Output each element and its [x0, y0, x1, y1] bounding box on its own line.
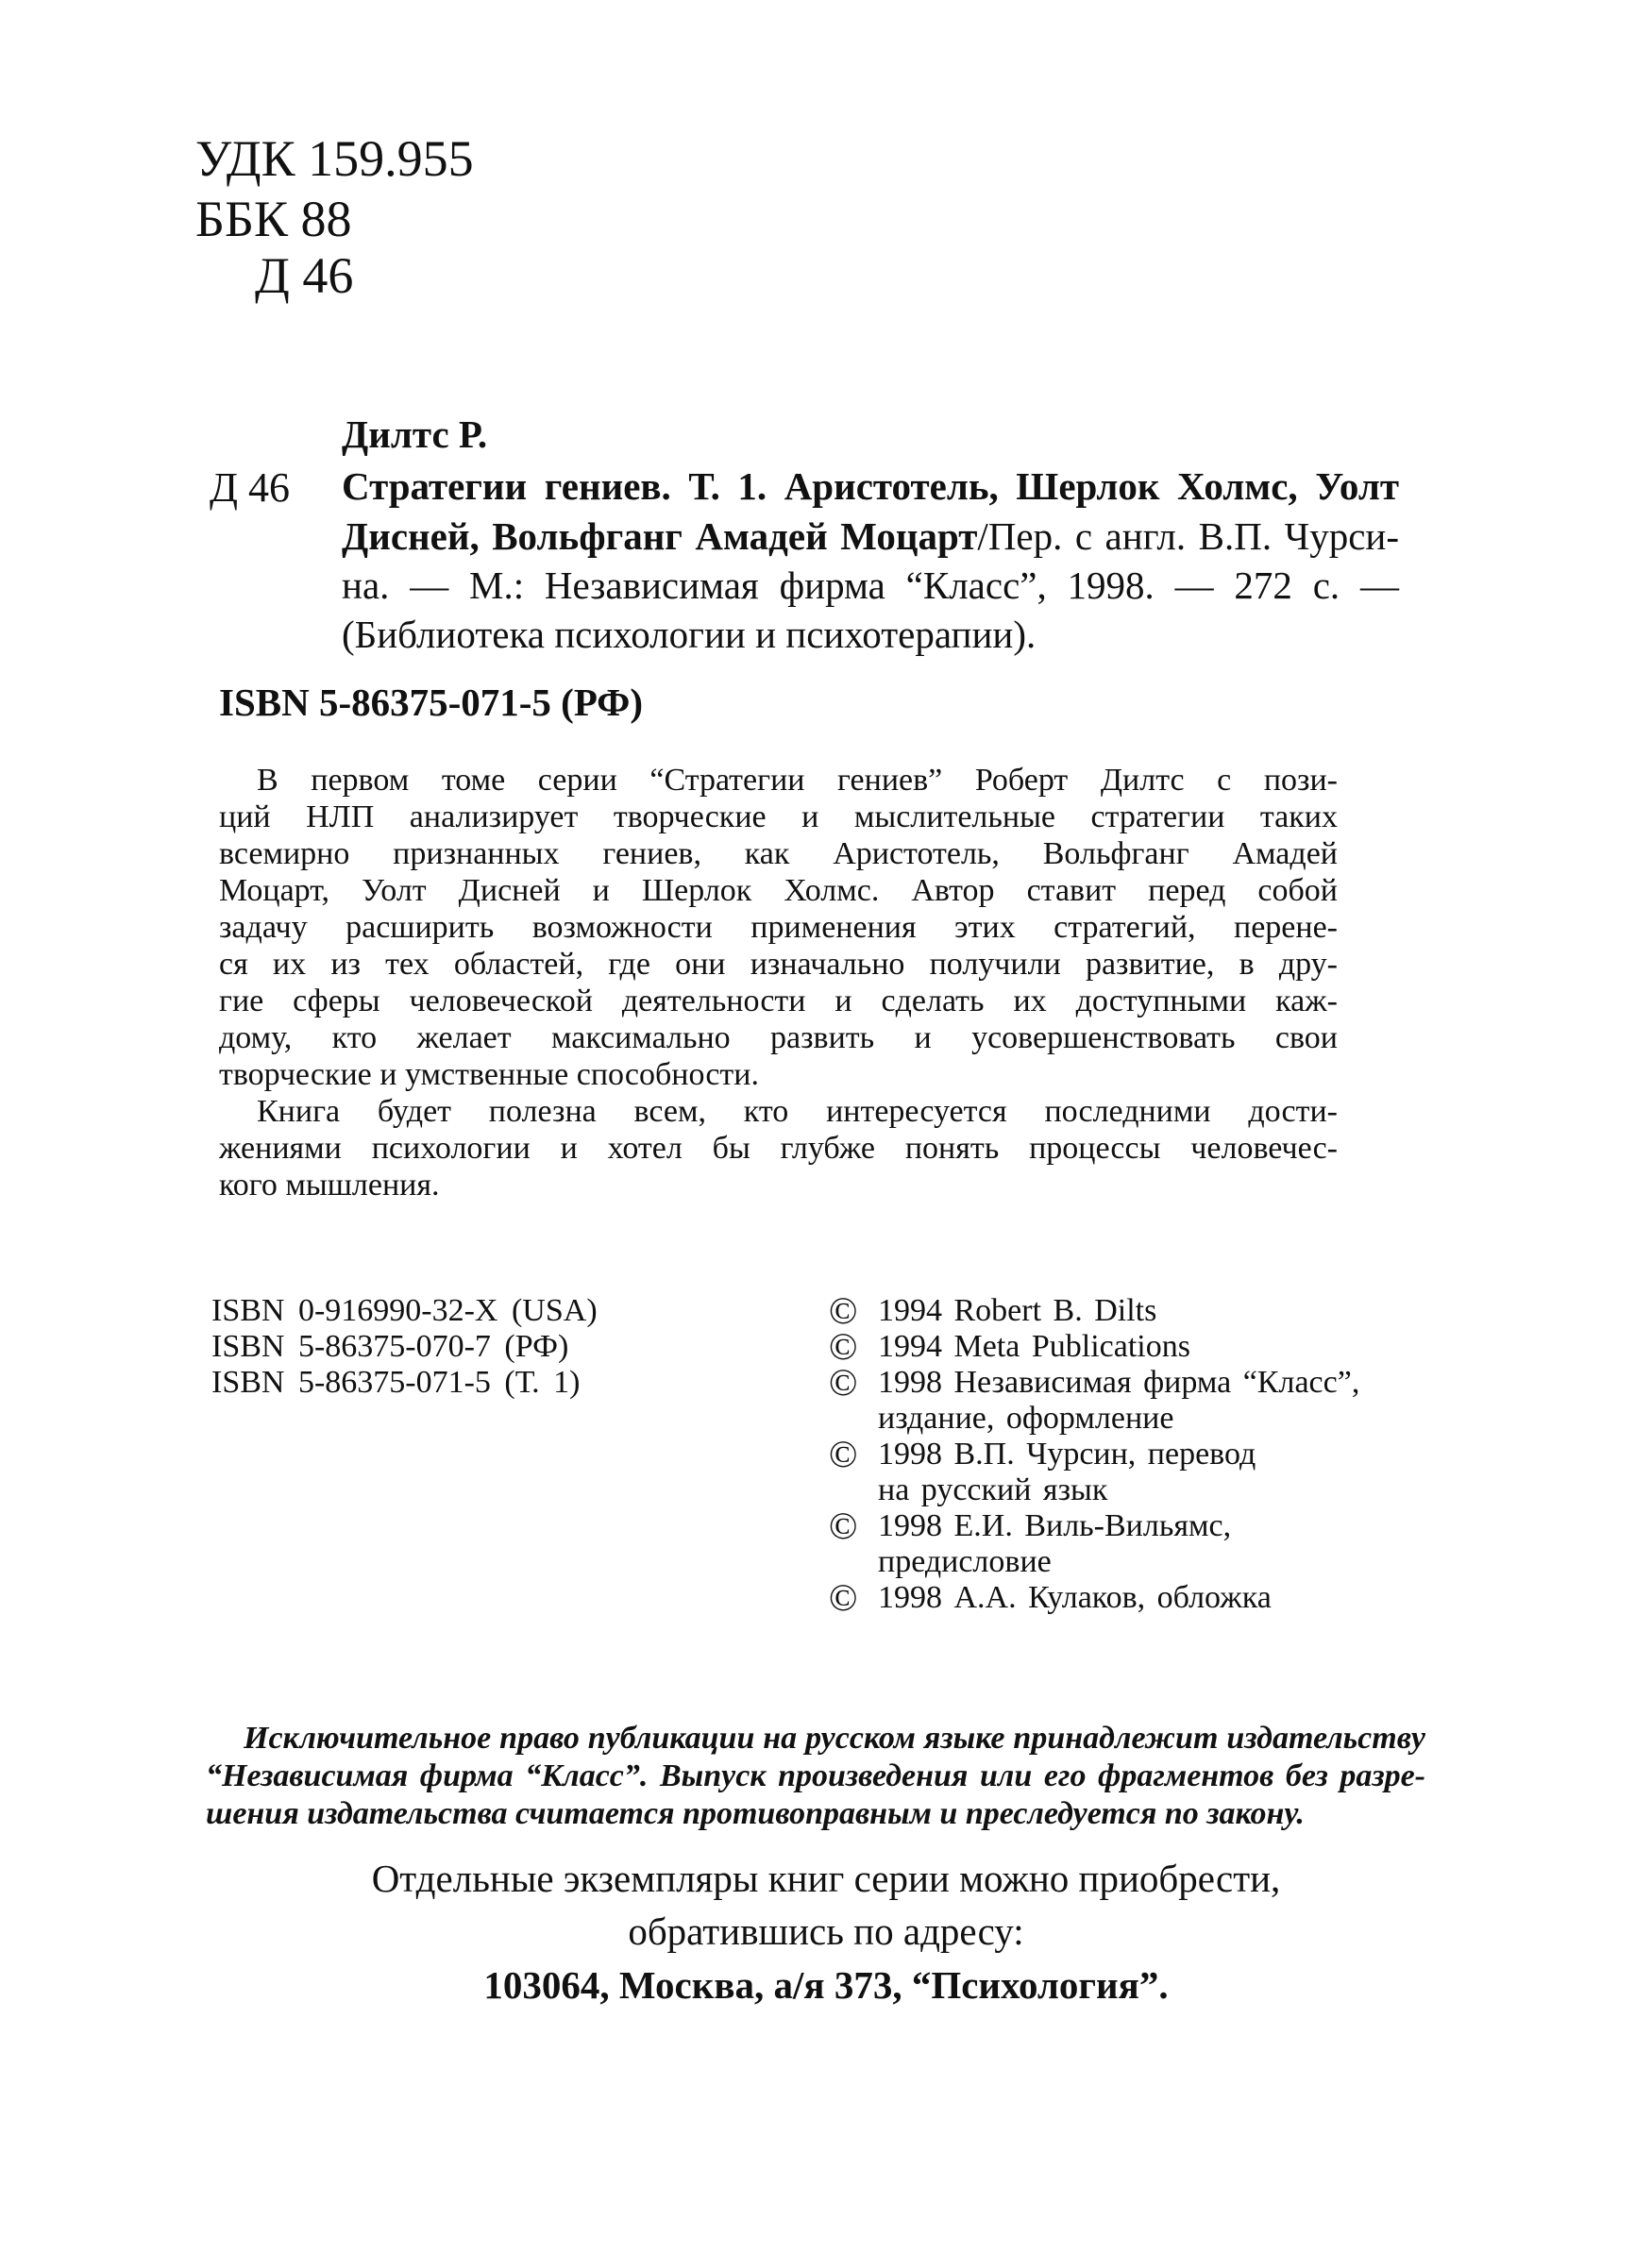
copyright-item	[829, 1361, 1433, 1438]
entry-author-mark: Д 46	[210, 464, 291, 511]
udk-code: УДК 159.955	[195, 130, 474, 187]
annotation-line: жениями психологии и хотел бы глубже понять процессы человечес-	[219, 1131, 1338, 1166]
copyright-icon: ©	[829, 1505, 858, 1547]
copyright-item	[829, 1289, 1433, 1332]
copyright-item	[829, 1433, 1433, 1510]
isbn-item: ISBN 5-86375-070-7 (РФ)	[211, 1329, 569, 1364]
copyright-text: 1998 Независимая фирма “Класс”,	[878, 1365, 1360, 1400]
annotation-line: творческие и умственные способности.	[219, 1057, 759, 1092]
bbk-code: ББК 88	[195, 191, 352, 247]
annotation-line: ций НЛП анализирует творческие и мыслительные стратегии таких	[219, 799, 1338, 834]
footer-line-1: Отдельные экземпляры книг серии можно приобрести,	[371, 1857, 1281, 1900]
copyright-text: 1994 Meta Publications	[878, 1329, 1190, 1364]
entry-author: Дилтс Р.	[342, 412, 488, 456]
annotation-line: задачу расширить возможности применения этих стратегий, перене-	[219, 910, 1338, 945]
copyright-text-continued: на русский язык	[878, 1472, 1108, 1507]
copyright-icon: ©	[829, 1289, 858, 1332]
annotation-line: дому, кто желает максимально развить и усовершенствовать свои	[219, 1020, 1338, 1055]
copyright-icon: ©	[829, 1325, 858, 1368]
copyright-item	[829, 1325, 1433, 1368]
entry-translation: /Пер. с англ. В.П. Чурси-	[977, 514, 1400, 558]
entry-title-line-1: Стратегии гениев. Т. 1. Аристотель, Шерлок Холмс, Уолт	[342, 464, 1399, 508]
copyright-text-continued: издание, оформление	[878, 1401, 1174, 1436]
copyright-item	[829, 1576, 1433, 1619]
annotation-line: кого мышления.	[219, 1168, 440, 1203]
isbn-list	[211, 1295, 598, 1403]
annotation-paragraph-2	[219, 1096, 1338, 1206]
annotation-line: всемирно признанных гениев, как Аристотель, Вольфганг Амадей	[219, 836, 1338, 871]
isbn-item: ISBN 0-916990-32-X (USA)	[211, 1293, 598, 1328]
copyright-icon: ©	[829, 1361, 858, 1404]
entry-publication-line: на. — М.: Независимая фирма “Класс”, 1998. — 272 с. —	[342, 564, 1399, 607]
isbn-item: ISBN 5-86375-071-5 (Т. 1)	[211, 1365, 581, 1400]
annotation-line: Книга будет полезна всем, кто интересуется последними дости-	[257, 1094, 1338, 1129]
copyright-text: 1998 В.П. Чурсин, перевод	[878, 1437, 1256, 1472]
rights-line: Исключительное право публикации на русском языке принадлежит издательству	[244, 1721, 1425, 1756]
entry-title-line-2	[342, 514, 1400, 558]
footer-address: 103064, Москва, а/я 373, “Психология”.	[483, 1963, 1169, 2007]
copyright-item	[829, 1505, 1433, 1582]
rights-line: шения издательства считается противоправным и преследуется по закону.	[206, 1796, 1305, 1831]
copyright-icon: ©	[829, 1576, 858, 1619]
rights-notice	[206, 1723, 1425, 1836]
copyright-text: 1998 Е.И. Виль-Вильямс,	[878, 1508, 1232, 1543]
annotation-line: гие сферы человеческой деятельности и сделать их доступными каж-	[219, 984, 1338, 1018]
copyright-text-continued: предисловие	[878, 1544, 1052, 1579]
copyright-list	[829, 1289, 1433, 1619]
copyright-icon: ©	[829, 1433, 858, 1475]
annotation-line: ся их из тех областей, где они изначально получили развитие, в дру-	[219, 947, 1338, 982]
copyright-text: 1994 Robert B. Dilts	[878, 1293, 1157, 1328]
author-mark-code: Д 46	[255, 247, 354, 304]
entry-isbn: ISBN 5-86375-071-5 (РФ)	[219, 681, 644, 724]
annotation-line: В первом томе серии “Стратегии гениев” Роберт Дилтс с пози-	[257, 763, 1338, 798]
footer-line-2: обратившись по адресу:	[628, 1909, 1024, 1953]
annotation-paragraph-1	[219, 765, 1338, 1096]
entry-series-line: (Библиотека психологии и психотерапии).	[342, 613, 1037, 656]
annotation	[219, 765, 1338, 1206]
entry-title-bold: Дисней, Вольфганг Амадей Моцарт	[342, 514, 978, 558]
copyright-text: 1998 А.А. Кулаков, обложка	[878, 1580, 1272, 1615]
rights-line: “Независимая фирма “Класс”. Выпуск произведения или его фрагментов без разре-	[206, 1758, 1425, 1793]
annotation-line: Моцарт, Уолт Дисней и Шерлок Холмс. Автор ставит перед собой	[219, 873, 1338, 908]
